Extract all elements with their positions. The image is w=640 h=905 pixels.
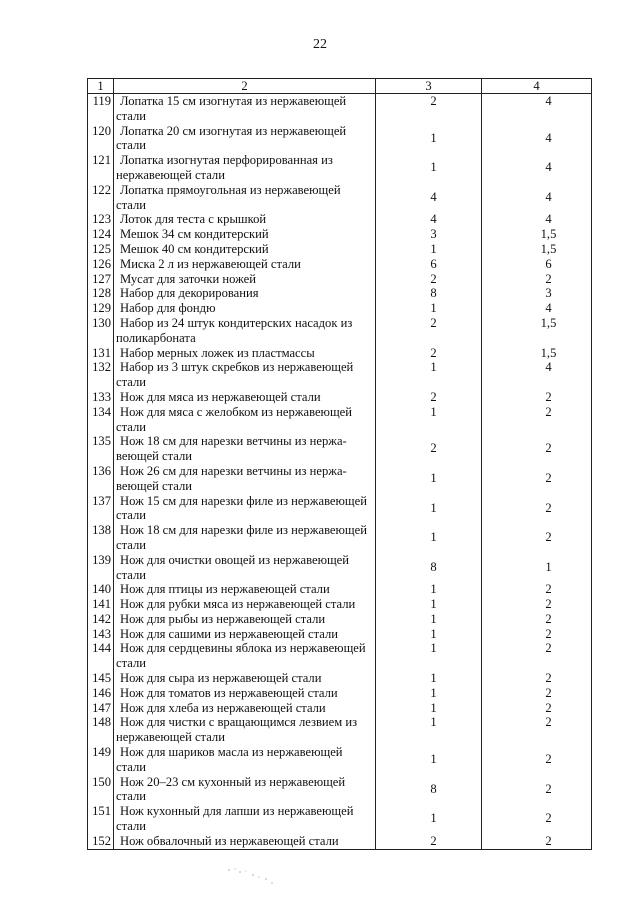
row-value: 6 [482, 257, 592, 272]
table-row [88, 775, 592, 805]
scan-speckles [226, 866, 276, 886]
table-row [88, 286, 592, 301]
column-header-1: 1 [88, 79, 114, 94]
table-row [88, 242, 592, 257]
row-value: 4 [482, 212, 592, 227]
row-item-name: Нож для мяса с желобком из нержавеющей стали [114, 405, 376, 435]
row-item-name: Лопатка изогнутая перфорированная из нержавеющей стали [114, 153, 376, 183]
row-number: 149 [88, 745, 114, 775]
row-quantity: 3 [376, 227, 482, 242]
row-quantity: 2 [376, 834, 482, 849]
row-number: 135 [88, 434, 114, 464]
row-number: 122 [88, 183, 114, 213]
row-value: 1,5 [482, 346, 592, 361]
row-value: 4 [482, 94, 592, 124]
table-row [88, 183, 592, 213]
row-number: 119 [88, 94, 114, 124]
row-number: 136 [88, 464, 114, 494]
row-value: 2 [482, 405, 592, 435]
row-number: 132 [88, 360, 114, 390]
table-row [88, 94, 592, 124]
row-quantity: 1 [376, 804, 482, 834]
row-number: 138 [88, 523, 114, 553]
row-quantity: 1 [376, 360, 482, 390]
row-quantity: 8 [376, 553, 482, 583]
row-item-name: Нож 15 см для нарезки филе из нержавеющей стали [114, 494, 376, 524]
row-number: 131 [88, 346, 114, 361]
row-item-name: Нож 26 см для нарезки ветчины из нержа-веющей стали [114, 464, 376, 494]
row-number: 120 [88, 124, 114, 154]
row-item-name: Лопатка 15 см изогнутая из нержавеющей стали [114, 94, 376, 124]
row-quantity: 1 [376, 464, 482, 494]
row-value: 2 [482, 671, 592, 686]
row-number: 124 [88, 227, 114, 242]
row-item-name: Нож для томатов из нержавеющей стали [114, 686, 376, 701]
row-quantity: 2 [376, 390, 482, 405]
row-item-name: Нож для мяса из нержавеющей стали [114, 390, 376, 405]
row-quantity: 1 [376, 153, 482, 183]
table-row [88, 553, 592, 583]
table-row [88, 715, 592, 745]
page-number: 22 [313, 37, 327, 52]
table-row [88, 641, 592, 671]
table-row [88, 523, 592, 553]
row-item-name: Набор из 24 штук кондитерских насадок из поликарбоната [114, 316, 376, 346]
row-number: 145 [88, 671, 114, 686]
row-value: 4 [482, 301, 592, 316]
row-quantity: 1 [376, 124, 482, 154]
table-row [88, 671, 592, 686]
row-number: 137 [88, 494, 114, 524]
row-number: 152 [88, 834, 114, 849]
row-number: 134 [88, 405, 114, 435]
row-number: 151 [88, 804, 114, 834]
table-row [88, 627, 592, 642]
row-number: 127 [88, 272, 114, 287]
table-row [88, 346, 592, 361]
row-number: 141 [88, 597, 114, 612]
row-number: 139 [88, 553, 114, 583]
row-number: 143 [88, 627, 114, 642]
row-quantity: 1 [376, 612, 482, 627]
row-item-name: Набор для фондю [114, 301, 376, 316]
column-header-4: 4 [482, 79, 592, 94]
row-number: 123 [88, 212, 114, 227]
table-row [88, 227, 592, 242]
table-row [88, 834, 592, 849]
row-item-name: Нож для сашими из нержавеющей стали [114, 627, 376, 642]
row-value: 2 [482, 745, 592, 775]
row-value: 2 [482, 272, 592, 287]
row-item-name: Миска 2 л из нержавеющей стали [114, 257, 376, 272]
row-quantity: 4 [376, 183, 482, 213]
row-quantity: 1 [376, 671, 482, 686]
row-value: 1,5 [482, 242, 592, 257]
table-row [88, 390, 592, 405]
row-quantity: 1 [376, 301, 482, 316]
row-quantity: 1 [376, 494, 482, 524]
row-quantity: 1 [376, 745, 482, 775]
row-value: 2 [482, 775, 592, 805]
row-number: 140 [88, 582, 114, 597]
row-value: 2 [482, 686, 592, 701]
row-item-name: Набор для декорирования [114, 286, 376, 301]
row-quantity: 1 [376, 715, 482, 745]
row-value: 2 [482, 464, 592, 494]
row-quantity: 2 [376, 316, 482, 346]
row-value: 2 [482, 434, 592, 464]
row-item-name: Нож обвалочный из нержавеющей стали [114, 834, 376, 849]
row-number: 148 [88, 715, 114, 745]
row-item-name: Мусат для заточки ножей [114, 272, 376, 287]
row-item-name: Нож 18 см для нарезки филе из нержавеющей стали [114, 523, 376, 553]
row-item-name: Нож для рыбы из нержавеющей стали [114, 612, 376, 627]
table-row [88, 464, 592, 494]
row-quantity: 1 [376, 641, 482, 671]
row-value: 4 [482, 360, 592, 390]
row-item-name: Лопатка прямоугольная из нержавеющей стали [114, 183, 376, 213]
row-value: 2 [482, 390, 592, 405]
table-row [88, 316, 592, 346]
row-value: 2 [482, 582, 592, 597]
row-number: 128 [88, 286, 114, 301]
column-header-2: 2 [114, 79, 376, 94]
row-number: 133 [88, 390, 114, 405]
equipment-table [87, 78, 592, 850]
row-item-name: Нож для чистки с вращающимся лезвием из нержавеющей стали [114, 715, 376, 745]
row-item-name: Набор из 3 штук скребков из нержавеющей стали [114, 360, 376, 390]
row-number: 147 [88, 701, 114, 716]
table-row [88, 745, 592, 775]
table-row [88, 494, 592, 524]
row-number: 125 [88, 242, 114, 257]
row-quantity: 1 [376, 582, 482, 597]
row-number: 144 [88, 641, 114, 671]
table-row [88, 686, 592, 701]
row-item-name: Нож для шариков масла из нержавеющей стали [114, 745, 376, 775]
row-value: 1,5 [482, 227, 592, 242]
row-value: 1,5 [482, 316, 592, 346]
column-header-3: 3 [376, 79, 482, 94]
row-item-name: Лоток для теста с крышкой [114, 212, 376, 227]
row-item-name: Нож для хлеба из нержавеющей стали [114, 701, 376, 716]
row-number: 129 [88, 301, 114, 316]
table-row [88, 612, 592, 627]
row-value: 2 [482, 494, 592, 524]
row-value: 1 [482, 553, 592, 583]
row-value: 2 [482, 715, 592, 745]
table-row [88, 124, 592, 154]
table-header-row [88, 79, 592, 94]
row-item-name: Нож для очистки овощей из нержавеющей стали [114, 553, 376, 583]
row-item-name: Нож для сыра из нержавеющей стали [114, 671, 376, 686]
table-row [88, 212, 592, 227]
row-number: 130 [88, 316, 114, 346]
row-quantity: 1 [376, 597, 482, 612]
table-row [88, 597, 592, 612]
table-row [88, 272, 592, 287]
row-quantity: 2 [376, 434, 482, 464]
row-item-name: Нож для сердцевины яблока из нержавеющей стали [114, 641, 376, 671]
row-item-name: Мешок 34 см кондитерский [114, 227, 376, 242]
row-item-name: Нож кухонный для лапши из нержавеющей стали [114, 804, 376, 834]
table-row [88, 405, 592, 435]
row-value: 2 [482, 834, 592, 849]
row-value: 2 [482, 523, 592, 553]
row-number: 126 [88, 257, 114, 272]
row-number: 121 [88, 153, 114, 183]
row-value: 4 [482, 183, 592, 213]
row-value: 2 [482, 804, 592, 834]
row-quantity: 1 [376, 686, 482, 701]
row-item-name: Нож для рубки мяса из нержавеющей стали [114, 597, 376, 612]
row-value: 3 [482, 286, 592, 301]
row-item-name: Лопатка 20 см изогнутая из нержавеющей стали [114, 124, 376, 154]
row-value: 2 [482, 612, 592, 627]
row-value: 4 [482, 153, 592, 183]
table-row [88, 153, 592, 183]
row-number: 142 [88, 612, 114, 627]
row-value: 2 [482, 597, 592, 612]
table-row [88, 257, 592, 272]
table-row [88, 582, 592, 597]
row-quantity: 1 [376, 405, 482, 435]
table-body [88, 94, 592, 850]
row-item-name: Нож для птицы из нержавеющей стали [114, 582, 376, 597]
row-quantity: 2 [376, 272, 482, 287]
row-value: 4 [482, 124, 592, 154]
row-quantity: 1 [376, 627, 482, 642]
row-value: 2 [482, 641, 592, 671]
row-quantity: 2 [376, 346, 482, 361]
row-quantity: 1 [376, 701, 482, 716]
row-quantity: 8 [376, 286, 482, 301]
row-item-name: Нож 20–23 см кухонный из нержавеющей стали [114, 775, 376, 805]
row-quantity: 6 [376, 257, 482, 272]
table-row [88, 804, 592, 834]
row-item-name: Набор мерных ложек из пластмассы [114, 346, 376, 361]
row-quantity: 2 [376, 94, 482, 124]
row-number: 146 [88, 686, 114, 701]
table-row [88, 701, 592, 716]
row-number: 150 [88, 775, 114, 805]
row-quantity: 8 [376, 775, 482, 805]
row-item-name: Нож 18 см для нарезки ветчины из нержа-веющей стали [114, 434, 376, 464]
row-quantity: 1 [376, 242, 482, 257]
row-quantity: 4 [376, 212, 482, 227]
row-quantity: 1 [376, 523, 482, 553]
row-value: 2 [482, 627, 592, 642]
row-value: 2 [482, 701, 592, 716]
table-row [88, 360, 592, 390]
row-item-name: Мешок 40 см кондитерский [114, 242, 376, 257]
table-row [88, 301, 592, 316]
table-row [88, 434, 592, 464]
